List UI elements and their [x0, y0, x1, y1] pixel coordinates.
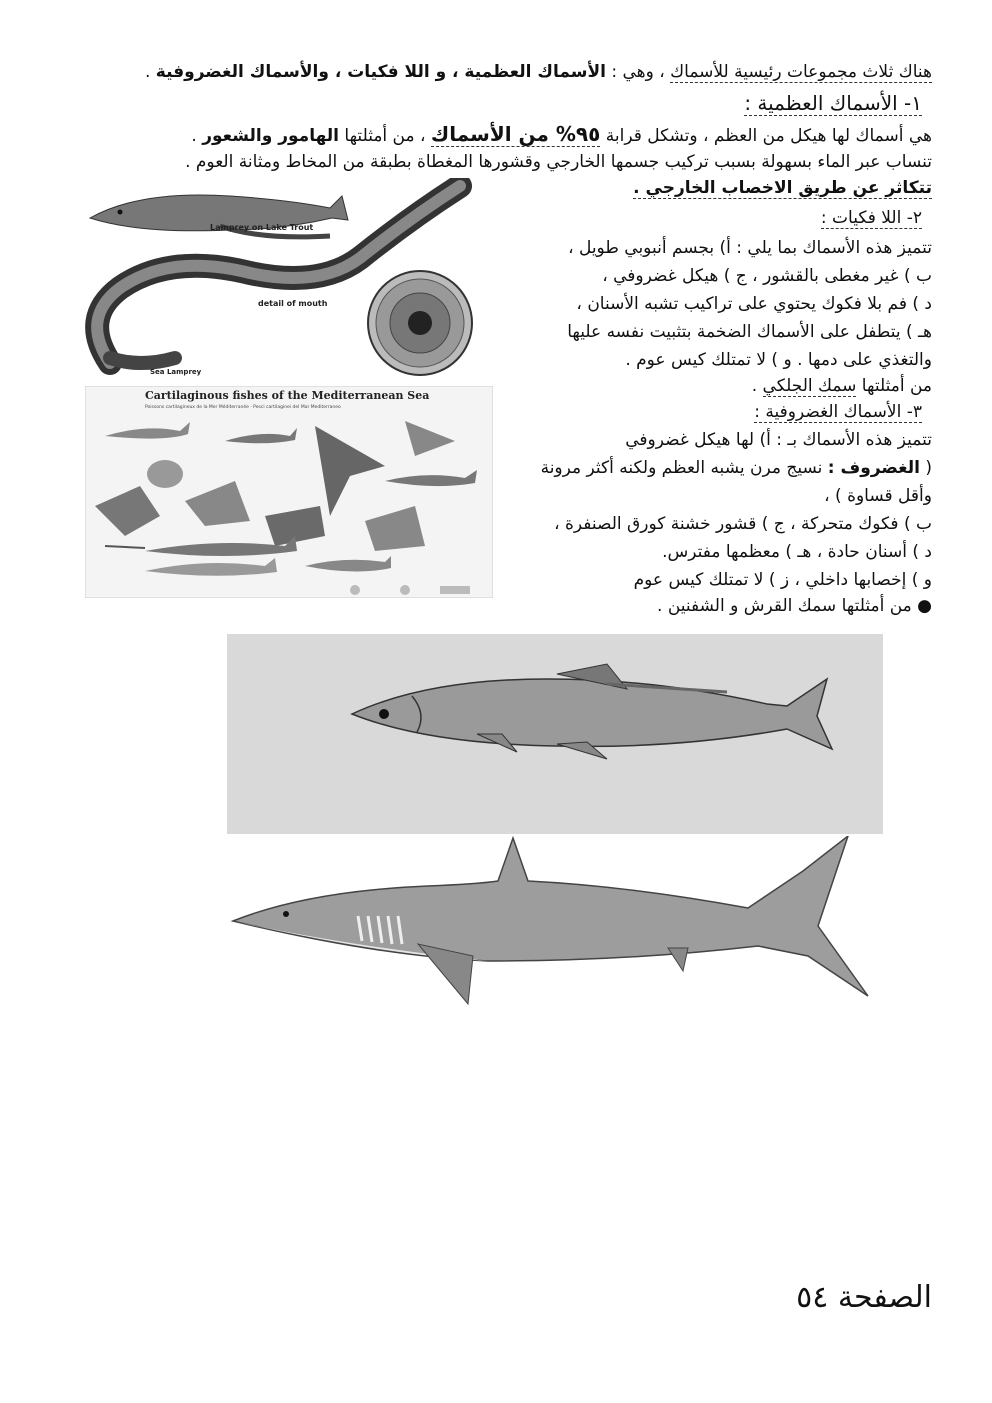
- s1-percent: ٩٥% من الأسماك: [430, 122, 601, 146]
- section1-line1: [191, 122, 932, 148]
- s2-example-end: .: [751, 376, 763, 396]
- s3-cart-term: الغضروف :: [827, 458, 920, 478]
- s2-line: هـ ) يتطفل على الأسماك الضخمة بتثبيت نفسه عليها: [567, 322, 932, 342]
- s3-cartilage: [512, 456, 932, 480]
- cartilaginous-poster-image: [85, 386, 493, 598]
- poster-title: Cartilaginous fishes of the Mediterranean Sea: [145, 389, 430, 402]
- section1-title: [744, 90, 922, 116]
- s3-line: وأقل قساوة ) ،: [824, 486, 932, 506]
- s2-example-prefix: من أمثلتها: [856, 376, 932, 396]
- s3-cart-open: (: [919, 458, 932, 478]
- section2-column: [522, 206, 932, 398]
- lamprey-label-1: Lamprey on Lake Trout: [210, 223, 314, 232]
- s2-line: تتميز هذه الأسماك بما يلي : أ) بجسم أنبوبي طويل ،: [568, 238, 932, 258]
- s1-text-b: ، من أمثلتها: [339, 126, 431, 146]
- lamprey-label-2: detail of mouth: [258, 299, 328, 308]
- intro-line: [145, 60, 932, 84]
- intro-end: .: [144, 62, 156, 82]
- s3-line: د ) أسنان حادة ، هـ ) معظمها مفترس.: [662, 542, 932, 562]
- s2-example: [522, 374, 932, 398]
- s2-line: والتغذي على دمها . و ) لا تمتلك كيس عوم .: [625, 350, 932, 370]
- intro-text-1: هناك ثلاث مجموعات رئيسية للأسماك: [670, 62, 932, 82]
- s1-end: .: [191, 126, 203, 146]
- intro-groups: الأسماك العظمية ، و اللا فكيات ، والأسماك الغضروفية: [155, 62, 606, 82]
- lamprey-image: [80, 178, 500, 378]
- intro-text-2: ، وهي :: [605, 62, 671, 82]
- s2-example-name: سمك الجلكي: [762, 376, 857, 396]
- s1-text-a: هي أسماك لها هيكل من العظم ، وتشكل قرابة: [600, 126, 932, 146]
- s2-line: ب ) غير مغطى بالقشور ، ج ) هيكل غضروفي ،: [602, 266, 932, 286]
- bony-fish-image: [227, 634, 883, 834]
- section3-column: [512, 400, 932, 618]
- poster-subtitle: Poissons cartilagineux de la Mer Méditerranée · Pesci cartilaginei del Mar Mediterraneo: [145, 405, 341, 410]
- s2-line: د ) فم بلا فكوك يحتوي على تراكيب تشبه الأسنان ،: [576, 294, 932, 314]
- s3-line: ب ) فكوك متحركة ، ج ) قشور خشنة كورق الصنفرة ،: [554, 514, 932, 534]
- s1-reproduction: تتكاثر عن طريق الاخصاب الخارجي .: [633, 178, 932, 198]
- s3-line: ● من أمثلتها سمك القرش و الشفنين .: [657, 596, 932, 616]
- page-number: الصفحة ٥٤: [796, 1280, 932, 1315]
- s1-examples: الهامور والشعور: [202, 126, 340, 146]
- shark-image: [228, 836, 888, 1006]
- s3-line1: تتميز هذه الأسماك بـ : أ) لها هيكل غضروفي: [625, 430, 932, 450]
- section1-line2: تنساب عبر الماء بسهولة بسبب تركيب جسمها الخارجي وقشورها المغطاة بطبقة من المخاط ومثانة العوم .: [185, 152, 932, 172]
- section1-title-text: ١- الأسماك العظمية :: [744, 91, 922, 115]
- section2-title: ٢- اللا فكيات :: [820, 208, 922, 228]
- section3-title: ٣- الأسماك الغضروفية :: [754, 402, 922, 422]
- s3-cart-def: نسيج مرن يشبه العظم ولكنه أكثر مرونة: [540, 458, 828, 478]
- lamprey-label-3: Sea Lamprey: [150, 368, 202, 376]
- section1-line3: [633, 176, 932, 200]
- s3-line: و ) إخصابها داخلي ، ز ) لا تمتلك كيس عوم: [633, 570, 932, 590]
